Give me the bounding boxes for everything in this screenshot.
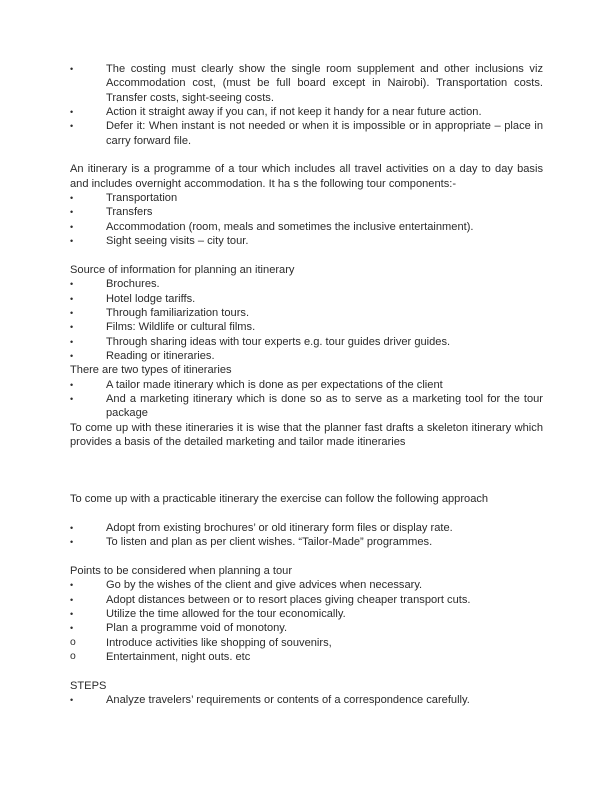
bullet-marker: • — [70, 580, 74, 591]
spacer — [70, 664, 543, 678]
list-item — [70, 392, 543, 421]
bullet-marker: • — [70, 221, 74, 232]
bullet-marker: • — [70, 522, 74, 533]
list-item-text: Reading or itineraries. — [106, 349, 215, 362]
bullet-marker: • — [70, 537, 74, 548]
bullet-marker: • — [70, 107, 74, 118]
circle-marker: o — [70, 651, 76, 663]
spacer — [70, 550, 543, 564]
bullet-marker: • — [70, 207, 74, 218]
list-item-text: To listen and plan as per client wishes. “Tailor-Made” programmes. — [106, 536, 433, 549]
list-item-text: Action it straight away if you can, if not keep it handy for a near future action. — [106, 106, 482, 119]
spacer — [70, 248, 543, 262]
list-item-text: Entertainment, night outs. etc — [106, 651, 251, 664]
section-heading: There are two types of itineraries — [70, 364, 232, 377]
circle-marker: o — [70, 636, 76, 648]
spacer — [70, 507, 543, 521]
list-item-text: Utilize the time allowed for the tour economically. — [106, 608, 346, 621]
list-item-text: Through familiarization tours. — [106, 306, 250, 319]
list-item-text: Hotel lodge tariffs. — [106, 292, 196, 305]
bullet-marker: • — [70, 336, 74, 347]
list-item — [70, 578, 543, 592]
spacer — [70, 449, 543, 492]
list-item — [70, 636, 543, 650]
list-item — [70, 607, 543, 621]
spacer — [70, 148, 543, 162]
list-item — [70, 693, 543, 707]
list-item-text: Brochures. — [106, 278, 160, 291]
bullet-marker: • — [70, 350, 74, 361]
section-heading: To come up with a practicable itinerary the exercise can follow the following approach — [70, 493, 489, 506]
list-item-text: Films: Wildlife or cultural films. — [106, 321, 256, 334]
list-item-text: The costing must clearly show the single room supplement and other inclusions viz Accommodation cost, (must be full board except in Nairobi). Transportation costs. Transfer costs, sight-seeing costs. — [106, 63, 543, 104]
list-item-text: A tailor made itinerary which is done as per expectations of the client — [106, 378, 443, 391]
bullet-marker: • — [70, 594, 74, 605]
bullet-marker: • — [70, 609, 74, 620]
paragraph: To come up with these itineraries it is wise that the planner fast drafts a skeleton itinerary which provides a basis of the detailed marketing and tailor made itineraries — [70, 421, 543, 448]
list-item — [70, 306, 543, 320]
list-item-text: Go by the wishes of the client and give advices when necessary. — [106, 579, 423, 592]
bullet-marker: • — [70, 307, 74, 318]
list-item — [70, 621, 543, 635]
list-item — [70, 349, 543, 363]
list-item-text: And a marketing itinerary which is done so as to serve as a marketing tool for the tour package — [106, 392, 543, 420]
list-item-text: Transfers — [106, 206, 153, 219]
list-item-text: Through sharing ideas with tour experts e.g. tour guides driver guides. — [106, 335, 451, 348]
list-item — [70, 62, 543, 105]
list-item — [70, 320, 543, 334]
list-item — [70, 593, 543, 607]
bullet-marker: • — [70, 623, 74, 634]
list-item-text: Adopt from existing brochures’ or old itinerary form files or display rate. — [106, 521, 453, 534]
list-item — [70, 105, 543, 119]
bullet-marker: • — [70, 322, 74, 333]
bullet-marker: • — [70, 236, 74, 247]
list-item-text: Adopt distances between or to resort places giving cheaper transport cuts. — [106, 593, 471, 606]
paragraph: An itinerary is a programme of a tour which includes all travel activities on a day to day basis and includes overnight accommodation. It ha s the following tour components:- — [70, 163, 543, 190]
bullet-marker: • — [70, 293, 74, 304]
list-item-text: Plan a programme void of monotony. — [106, 622, 288, 635]
bullet-marker: • — [70, 193, 74, 204]
list-item-text: Transportation — [106, 192, 178, 205]
bullet-marker: • — [70, 379, 74, 390]
list-item-text: Analyze travelers’ requirements or contents of a correspondence carefully. — [106, 694, 470, 707]
list-item — [70, 535, 543, 549]
list-item — [70, 650, 543, 664]
document-body — [70, 62, 543, 707]
section-heading: STEPS — [70, 679, 107, 692]
bullet-marker: • — [70, 393, 74, 404]
list-item-text: Sight seeing visits – city tour. — [106, 235, 249, 248]
section-heading: Source of information for planning an itinerary — [70, 263, 295, 276]
list-item — [70, 220, 543, 234]
section-heading: Points to be considered when planning a tour — [70, 565, 293, 577]
list-item-text: Accommodation (room, meals and sometimes the inclusive entertainment). — [106, 220, 474, 233]
list-item-text: Defer it: When instant is not needed or when it is impossible or in appropriate – place in carry forward file. — [106, 120, 543, 147]
list-item — [70, 378, 543, 392]
bullet-marker: • — [70, 695, 74, 706]
bullet-marker: • — [70, 279, 74, 290]
list-item — [70, 119, 543, 148]
list-item — [70, 277, 543, 291]
bullet-marker: • — [70, 121, 74, 132]
list-item — [70, 234, 543, 248]
list-item — [70, 292, 543, 306]
list-item — [70, 191, 543, 205]
list-item — [70, 521, 543, 535]
list-item-text: Introduce activities like shopping of souvenirs, — [106, 636, 332, 649]
list-item — [70, 335, 543, 349]
list-item — [70, 205, 543, 219]
bullet-marker: • — [70, 64, 74, 74]
